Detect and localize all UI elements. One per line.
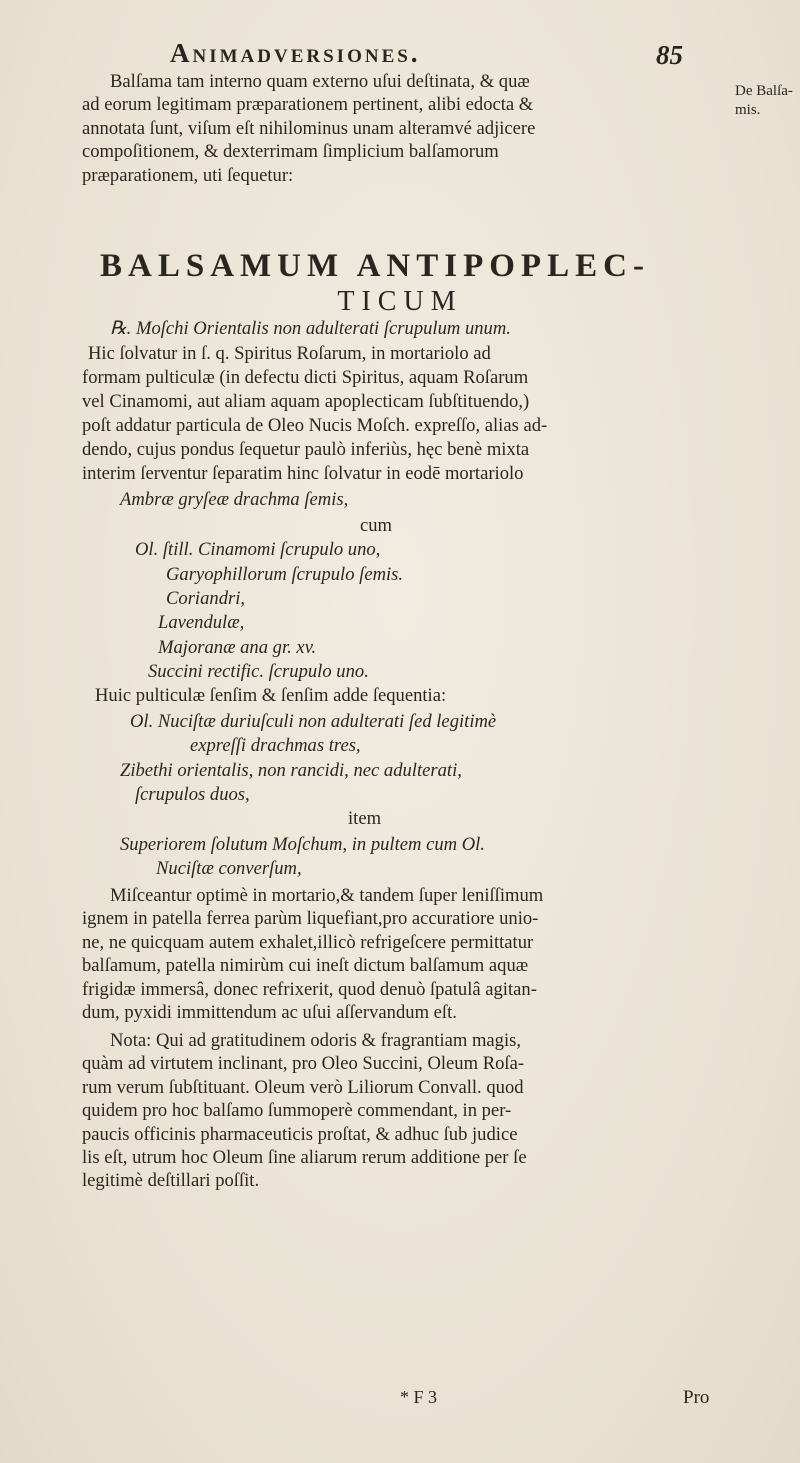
recipe-line: Ol. Nuciſtæ duriuſculi non adulterati ſed legitimè bbox=[130, 711, 497, 732]
recipe-line: ſcrupulos duos, bbox=[135, 784, 250, 805]
signature-mark: * F 3 bbox=[400, 1387, 438, 1407]
text-line: annotata ſunt, viſum eſt nihilominus unam alteramvé adjicere bbox=[82, 117, 536, 139]
text-line: ad eorum legitimam præparationem pertinent, alibi edocta & bbox=[82, 94, 534, 116]
recipe-line: Huic pulticulæ ſenſim & ſenſim adde ſequentia: bbox=[95, 685, 447, 706]
recipe-line: ℞. Moſchi Orientalis non adulterati ſcrupulum unum. bbox=[110, 318, 511, 339]
closing-paragraph bbox=[82, 884, 732, 1024]
recipe-line: Coriandri, bbox=[166, 588, 246, 609]
recipe-line: Ambræ gryſeæ drachma ſemis, bbox=[120, 489, 349, 510]
text-line: Nota: Qui ad gratitudinem odoris & fragrantiam magis, bbox=[110, 1030, 522, 1051]
margin-note-line: De Balſa- bbox=[735, 83, 793, 99]
text-line: paucis officinis pharmaceuticis proſtat, & adhuc ſub judice bbox=[82, 1123, 518, 1145]
nota-paragraph bbox=[82, 1029, 732, 1193]
recipe-line: interim ſerventur ſeparatim hinc ſolvatur in eodē mortariolo bbox=[82, 463, 524, 484]
text-line: lis eſt, utrum hoc Oleum ſine aliarum rerum additione per ſe bbox=[82, 1147, 527, 1169]
page-number: 85 bbox=[656, 40, 683, 70]
text-line: ignem in patella ferrea parùm liquefiant,pro accuratiore unio- bbox=[82, 908, 539, 930]
recipe-line: Nuciſtæ converſum, bbox=[156, 858, 302, 879]
margin-note bbox=[735, 82, 800, 120]
section-title-continued: TICUM bbox=[337, 286, 463, 317]
catchword: Pro bbox=[683, 1387, 710, 1408]
margin-note-line: mis. bbox=[735, 102, 761, 118]
recipe-line: Superiorem ſolutum Moſchum, in pultem cum Ol. bbox=[120, 834, 485, 855]
text-line: præparationem, uti ſequetur: bbox=[82, 164, 294, 186]
recipe-line: Hic ſolvatur in ſ. q. Spiritus Roſarum, in mortariolo ad bbox=[88, 343, 491, 364]
recipe-line: poſt addatur particula de Oleo Nucis Moſch. expreſſo, alias ad- bbox=[82, 415, 548, 436]
text-line: dum, pyxidi immittendum ac uſui aſſervandum eſt. bbox=[82, 1002, 457, 1024]
running-head: Animadversiones. bbox=[170, 38, 421, 68]
page-footer bbox=[0, 1387, 800, 1417]
recipe-line: Lavendulæ, bbox=[158, 612, 245, 633]
section-title: BALSAMUM ANTIPOPLEC- bbox=[100, 248, 650, 284]
recipe-line: item bbox=[348, 808, 382, 829]
text-line: rum verum ſubſtituant. Oleum verò Liliorum Convall. quod bbox=[82, 1076, 524, 1098]
text-line: quàm ad virtutem inclinant, pro Oleo Succini, Oleum Roſa- bbox=[82, 1053, 525, 1075]
text-line: Miſceantur optimè in mortario,& tandem ſuper leniſſimum bbox=[110, 885, 544, 906]
recipe-line: Succini rectific. ſcrupulo uno. bbox=[148, 661, 369, 682]
recipe-line: cum bbox=[360, 515, 393, 536]
recipe-line: Garyophillorum ſcrupulo ſemis. bbox=[166, 564, 404, 585]
text-line: compoſitionem, & dexterrimam ſimplicium balſamorum bbox=[82, 141, 499, 163]
text-line: Balſama tam interno quam externo uſui deſtinata, & quæ bbox=[110, 71, 530, 92]
text-line: quidem pro hoc balſamo ſummoperè commendant, in per- bbox=[82, 1100, 512, 1122]
recipe-line: Zibethi orientalis, non rancidi, nec adulterati, bbox=[120, 760, 462, 781]
recipe-line: formam pulticulæ (in defectu dicti Spiritus, aquam Roſarum bbox=[82, 367, 529, 388]
text-line: balſamum, patella nimirùm cui ineſt dictum balſamum aquæ bbox=[82, 955, 529, 977]
text-line: ne, ne quicquam autem exhalet,illicò refrigeſcere permittatur bbox=[82, 931, 534, 953]
recipe-line: dendo, cujus pondus ſequetur paulò inferiùs, hęc benè mixta bbox=[82, 439, 530, 460]
page-header bbox=[60, 34, 750, 74]
recipe-line: expreſſi drachmas tres, bbox=[190, 735, 361, 756]
text-line: legitimè deſtillari poſſit. bbox=[82, 1170, 260, 1192]
recipe-line: Majoranæ ana gr. xv. bbox=[158, 637, 317, 658]
intro-paragraph bbox=[82, 70, 732, 187]
recipe-line: vel Cinamomi, aut aliam aquam apoplecticam ſubſtituendo,) bbox=[82, 391, 530, 412]
recipe-line: Ol. ſtill. Cinamomi ſcrupulo uno, bbox=[135, 539, 381, 560]
text-line: frigidæ immersâ, donec refrixerit, quod denuò ſpatulâ agitan- bbox=[82, 978, 537, 1000]
